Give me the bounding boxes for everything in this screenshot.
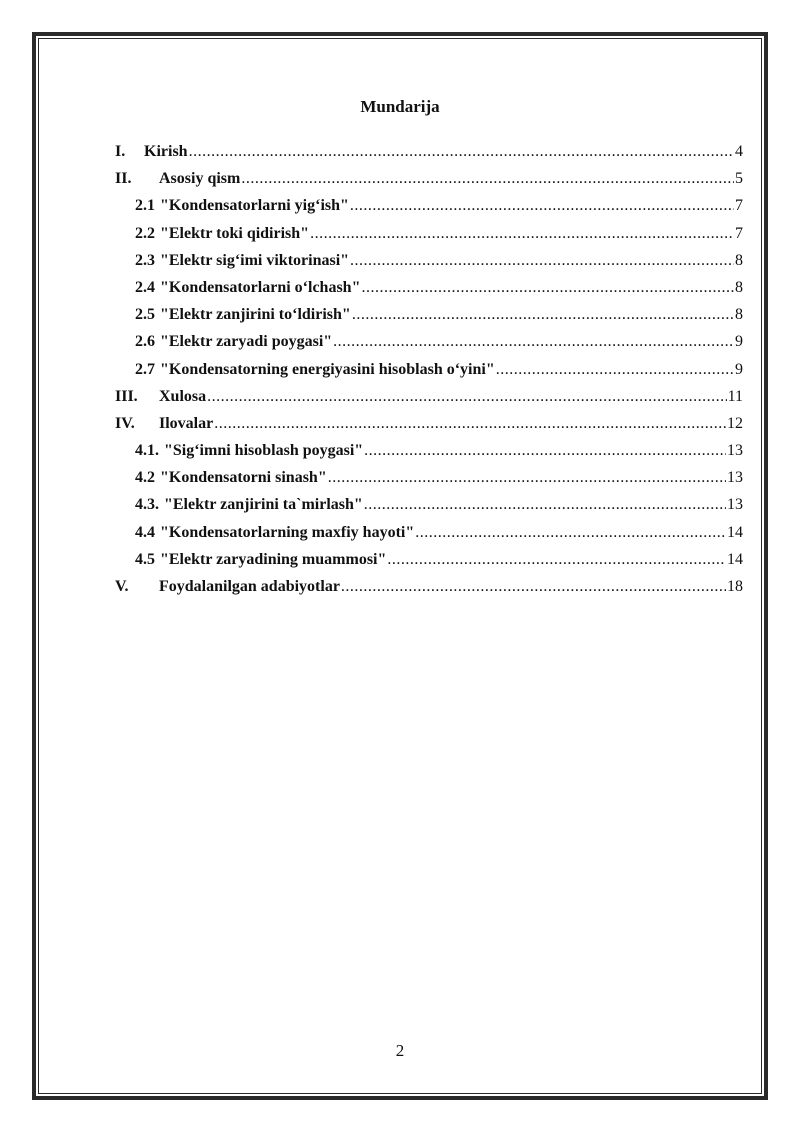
toc-entry-title: Foydalanilgan adabiyotlar (159, 578, 340, 595)
toc-entry-number: 4.2 (135, 469, 155, 487)
toc-entry-number: 4.3. (135, 496, 159, 514)
toc-entry[interactable] (115, 196, 743, 223)
toc-entry-title: Asosiy qism (159, 170, 241, 188)
toc-entry-title: "Kondensatorlarni o‘lchash" (160, 278, 361, 296)
toc-leader-dots (214, 414, 726, 434)
toc-entry-number: 4.4 (135, 523, 155, 541)
toc-entry[interactable] (115, 332, 743, 359)
toc-entry[interactable] (115, 305, 743, 332)
toc-entry-title: "Kondensatorning energiyasini hisoblash o‘yini" (160, 360, 495, 378)
toc-entry-title: Ilovalar (159, 414, 214, 432)
toc-entry-number: 2.4 (135, 278, 155, 296)
toc-entry-number: 4.1. (135, 442, 159, 460)
toc-entry[interactable] (115, 251, 743, 278)
toc-entry-title: "Kondensatorlarning maxfiy hayoti" (160, 523, 415, 541)
toc-entry-number: II. (115, 170, 132, 188)
table-of-contents (115, 142, 743, 604)
toc-entry-number: I. (115, 143, 126, 160)
toc-entry-page: 8 (735, 251, 743, 269)
toc-entry[interactable] (115, 441, 743, 468)
toc-entry[interactable] (115, 468, 743, 495)
toc-entry-page: 8 (735, 306, 743, 324)
toc-leader-dots (328, 468, 726, 488)
toc-entry[interactable] (115, 495, 743, 522)
toc-entry-page: 7 (735, 197, 743, 215)
toc-leader-dots (415, 523, 726, 543)
toc-entry-number: 2.3 (135, 251, 155, 269)
toc-leader-dots (387, 550, 726, 570)
toc-leader-dots (361, 278, 734, 298)
page-number: 2 (395, 1041, 405, 1060)
toc-leader-dots (189, 142, 734, 162)
toc-entry-page: 7 (735, 224, 743, 242)
document-title: Mundarija (360, 97, 440, 116)
toc-entry-page: 11 (727, 387, 743, 405)
toc-leader-dots (364, 441, 726, 461)
toc-entry-page: 4 (735, 143, 743, 160)
toc-entry-page: 12 (727, 414, 743, 432)
toc-entry[interactable] (115, 169, 743, 196)
toc-leader-dots (496, 360, 734, 380)
toc-entry-title: "Elektr zaryadi poygasi" (160, 333, 333, 351)
toc-entry-page: 14 (727, 550, 743, 568)
toc-entry-number: IV. (115, 414, 135, 432)
toc-entry[interactable] (115, 577, 743, 604)
toc-leader-dots (352, 305, 734, 325)
toc-leader-dots (350, 196, 734, 216)
toc-entry-title: "Kondensatorlarni yig‘ish" (160, 197, 349, 215)
toc-entry[interactable] (115, 523, 743, 550)
toc-entry-number: 2.1 (135, 197, 155, 215)
toc-leader-dots (364, 495, 726, 515)
toc-entry-page: 18 (727, 578, 743, 595)
toc-entry[interactable] (115, 278, 743, 305)
toc-entry-title: Kirish (144, 143, 188, 160)
toc-entry-number: 2.6 (135, 333, 155, 351)
toc-entry-page: 13 (727, 496, 743, 514)
toc-entry-title: "Elektr sig‘imi viktorinasi" (160, 251, 350, 269)
toc-entry-title: Xulosa (159, 387, 207, 405)
toc-entry-title: "Elektr zanjirini ta`mirlash" (164, 496, 363, 514)
toc-entry-number: 2.7 (135, 360, 155, 378)
toc-leader-dots (310, 224, 734, 244)
toc-entry-page: 9 (735, 360, 743, 378)
toc-entry-number: 2.2 (135, 224, 155, 242)
toc-entry-title: "Sig‘imni hisoblash poygasi" (164, 442, 364, 460)
toc-entry[interactable] (115, 387, 743, 414)
toc-entry-number: III. (115, 387, 138, 405)
toc-leader-dots (241, 169, 734, 189)
toc-entry[interactable] (115, 142, 743, 169)
toc-entry-title: "Elektr toki qidirish" (160, 224, 310, 242)
toc-leader-dots (350, 251, 734, 271)
toc-entry-page: 9 (735, 333, 743, 351)
toc-entry-title: "Kondensatorni sinash" (160, 469, 327, 487)
toc-entry[interactable] (115, 360, 743, 387)
toc-entry-number: V. (115, 578, 129, 595)
toc-leader-dots (207, 387, 726, 407)
toc-entry-number: 2.5 (135, 306, 155, 324)
toc-entry-number: 4.5 (135, 550, 155, 568)
toc-entry-page: 14 (727, 523, 743, 541)
toc-entry-title: "Elektr zanjirini to‘ldirish" (160, 306, 351, 324)
toc-entry-page: 13 (727, 469, 743, 487)
toc-entry[interactable] (115, 550, 743, 577)
toc-leader-dots (333, 332, 734, 352)
toc-entry-page: 13 (727, 442, 743, 460)
toc-leader-dots (341, 577, 726, 597)
toc-entry-page: 8 (735, 278, 743, 296)
toc-entry[interactable] (115, 414, 743, 441)
toc-entry[interactable] (115, 224, 743, 251)
toc-entry-page: 5 (735, 170, 743, 188)
toc-entry-title: "Elektr zaryadining muammosi" (160, 550, 387, 568)
